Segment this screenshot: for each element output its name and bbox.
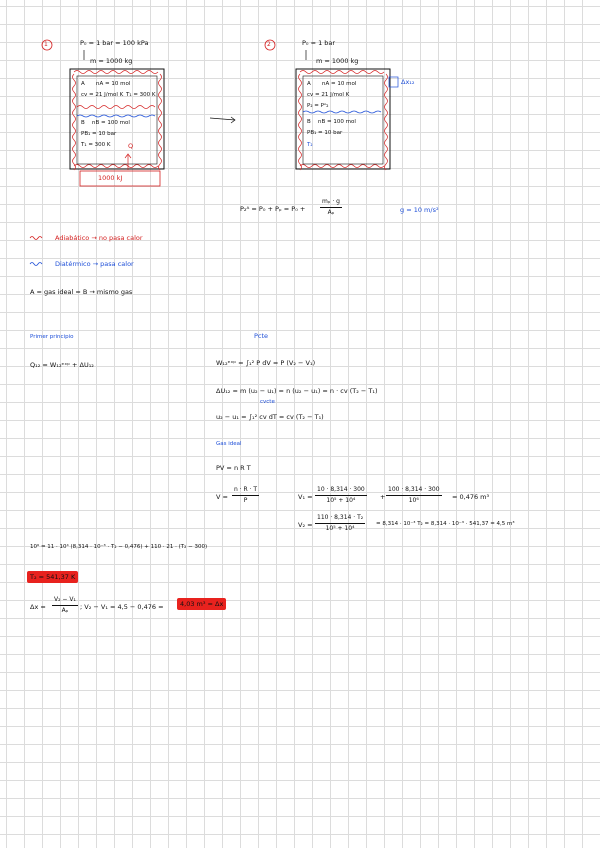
- ideal-gas-v-lhs: V =: [216, 493, 228, 501]
- displacement-den: Aₚ: [61, 607, 69, 614]
- v1-fraction-b: [386, 487, 442, 504]
- state2-gas-a-cv: cv = 21 J/mol K: [307, 92, 350, 98]
- state2-gas-b-pressure: PB₁ = 10 bar: [307, 130, 343, 136]
- v1-plus: +: [380, 493, 386, 501]
- state1-gas-b-label: B: [81, 120, 85, 126]
- state2-delta-x: Δx₁₂: [401, 78, 415, 86]
- v1-den-a: 10⁵ + 10⁴: [326, 497, 356, 504]
- state2-number: 2: [267, 41, 271, 48]
- v2-num: 110 · 8,314 · T₂: [315, 515, 365, 524]
- state1-gas-b-temp: T₁ = 300 K: [81, 142, 111, 148]
- work-label: Pcte: [254, 332, 269, 340]
- gravity-value: g = 10 m/s²: [400, 206, 439, 214]
- internal-energy-label: cvcte: [260, 399, 275, 405]
- legend-ideal-gas: A = gas ideal = B → mismo gas: [30, 288, 133, 296]
- state1-gas-a-cv: cv = 21 J/mol K: [81, 92, 124, 98]
- state2-gas-b-label: B: [307, 119, 311, 125]
- t2-result-box: [27, 574, 78, 581]
- legend-adiabatic: Adiabático → no pasa calor: [55, 234, 143, 242]
- state1-mass: m = 1000 kg: [90, 57, 133, 65]
- pressure-balance-fraction: [320, 199, 342, 216]
- state2-pressure: P₀ = 1 bar: [302, 39, 336, 47]
- state1-gas-a-temp: T₁ = 300 K: [126, 92, 156, 98]
- displacement-num: V₂ − V₁: [52, 597, 78, 606]
- displacement-result: 4,03 m³ = Δx: [177, 598, 226, 610]
- state2-gas-b-moles: nB = 100 mol: [318, 119, 356, 125]
- displacement-lhs: Δx =: [30, 603, 46, 611]
- v2-den: 10⁵ + 10⁴: [325, 525, 355, 532]
- legend-diathermic: Diatérmico → pasa calor: [55, 260, 134, 268]
- ideal-gas-v-den: P: [243, 497, 248, 504]
- t2-result: T₂ = 541,37 K: [27, 571, 78, 583]
- first-law-title: Primer principio: [30, 334, 74, 340]
- ideal-gas-v-num: n · R · T: [232, 487, 259, 496]
- state1-pressure: P₀ = 1 bar = 100 kPa: [80, 39, 149, 47]
- v1-fraction-a: [315, 487, 367, 504]
- ideal-gas-fraction: [232, 487, 259, 504]
- pressure-balance-lhs: P₂ᴬ = P₀ + Pₚ = P₀ +: [240, 205, 306, 213]
- state1-gas-a-label: A: [81, 81, 85, 87]
- v1-result: = 0,476 m³: [452, 493, 490, 501]
- v1-den-b: 10⁶: [408, 497, 419, 504]
- ideal-gas-title: Gas ideal: [216, 441, 242, 447]
- state1-number: 1: [44, 41, 48, 48]
- state2-gas-a-moles: nA = 10 mol: [322, 81, 357, 87]
- pressure-balance-num: mₚ · g: [320, 199, 342, 208]
- first-law-equation: Q₁₂ = W₁₂ᵉˣᵖ + ΔU₁₂: [30, 361, 94, 369]
- v1-num-a: 10 · 8,314 · 300: [315, 487, 367, 496]
- state2-mass: m = 1000 kg: [316, 57, 359, 65]
- state1-gas-a-moles: nA = 10 mol: [96, 81, 131, 87]
- state2-gas-a-pressure: P₂ = Pᴬ₂: [307, 103, 329, 109]
- v2-result: = 8,314 · 10⁻³ T₂ = 8,314 · 10⁻³ · 541,37 = 4,5 m³: [376, 521, 515, 527]
- state1-heat-symbol: Q: [128, 142, 134, 150]
- state2-gas-a-label: A: [307, 81, 311, 87]
- work-equation: W₁₂ᵉˣᵖ = ∫₁² P dV = P (V₂ − V₁): [216, 359, 316, 367]
- v1-num-b: 100 · 8,314 · 300: [386, 487, 442, 496]
- pressure-balance-den: Aₚ: [327, 209, 335, 216]
- state2-gas-b-temp: T₂: [307, 142, 313, 148]
- internal-energy-equation: ΔU₁₂ = m (u₂ − u₁) = n (u₂ − u₁) = n · cv (T₂ − T₁): [216, 387, 378, 395]
- displacement-fraction: [52, 597, 78, 614]
- internal-energy-equation2: u₂ − u₁ = ∫₁² cv dT = cv (T₂ − T₁): [216, 413, 324, 421]
- v2-lhs: V₂ =: [298, 521, 313, 529]
- displacement-result-box: [177, 601, 226, 608]
- displacement-middle: ; V₂ − V₁ = 4,5 − 0,476 =: [80, 603, 164, 611]
- state1-heat-value: 1000 kJ: [98, 174, 123, 182]
- ideal-gas-equation: PV = n R T: [216, 464, 251, 472]
- energy-balance: 10⁶ = 11 · 10⁴ (8,314 · 10⁻³ · T₂ − 0,476) + 110 · 21 · (T₂ − 300): [30, 544, 208, 550]
- v1-lhs: V₁ =: [298, 493, 313, 501]
- state1-gas-b-pressure: PB₁ = 10 bar: [81, 131, 117, 137]
- state1-gas-b-moles: nB = 100 mol: [92, 120, 130, 126]
- v2-fraction: [315, 515, 365, 532]
